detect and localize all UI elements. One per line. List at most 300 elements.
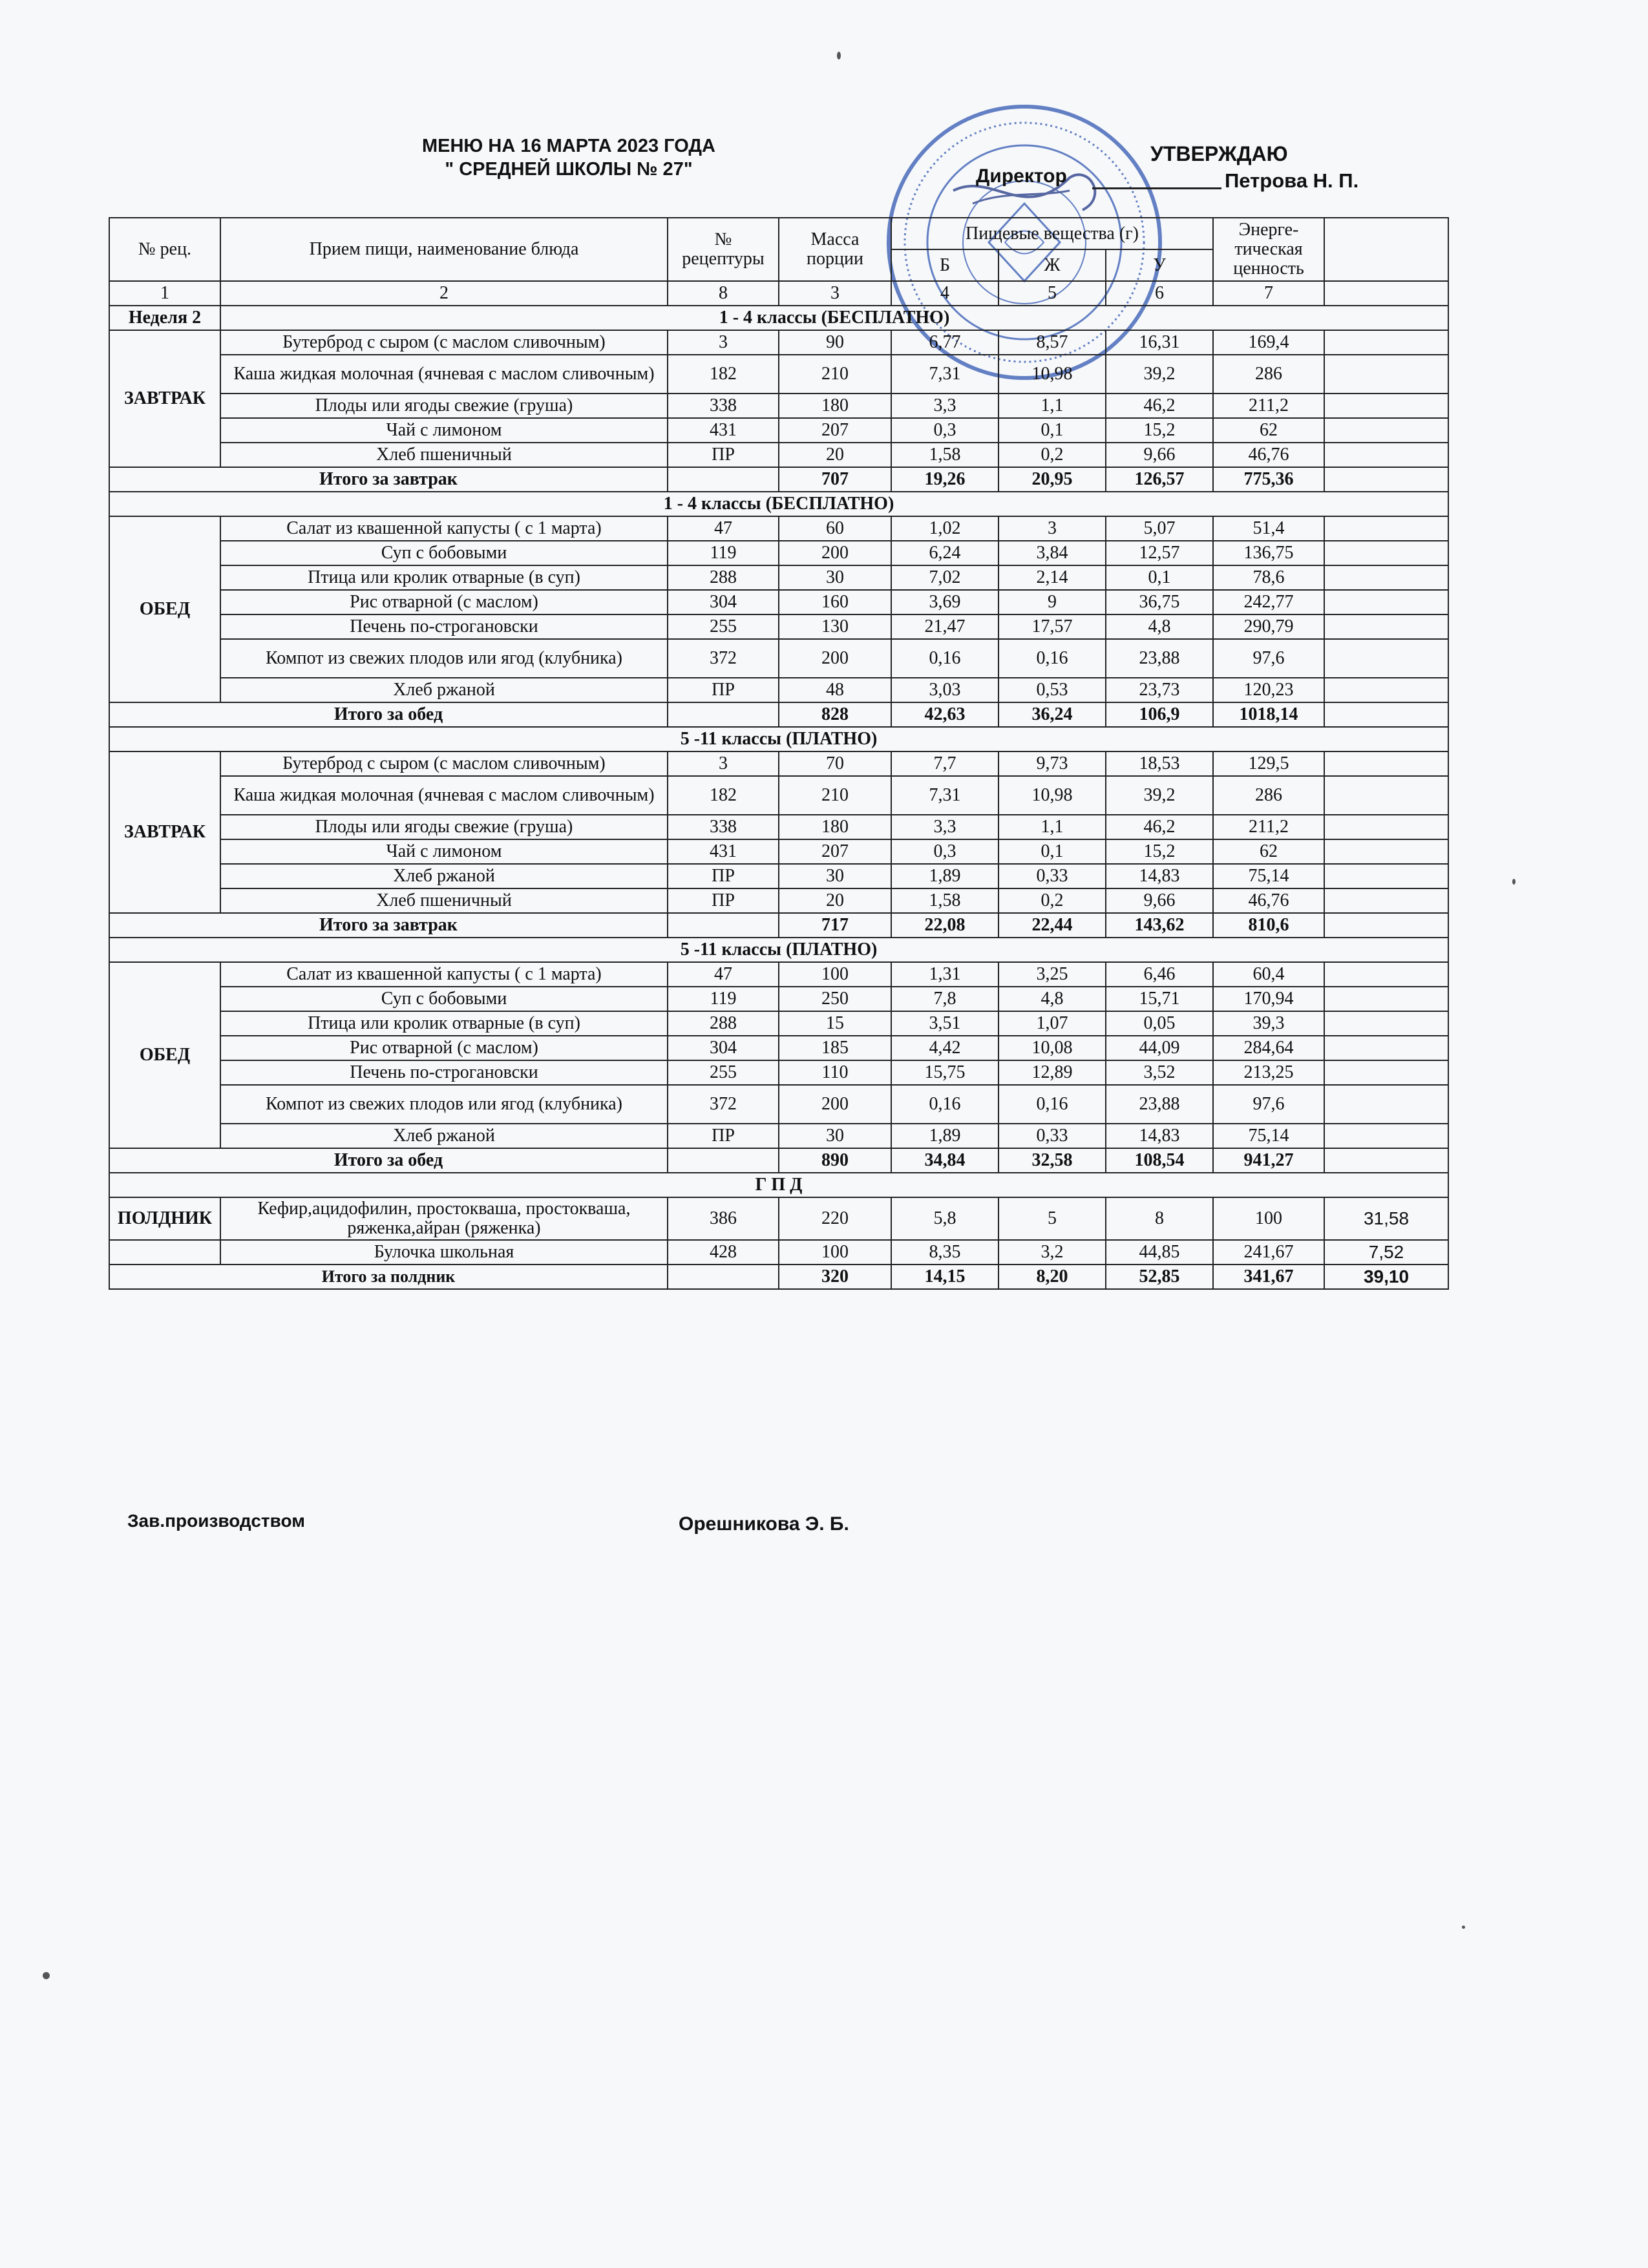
energy-value: 286 [1213,355,1324,394]
extra-cell [1324,1148,1448,1173]
col-num: 6 [1106,281,1213,306]
table-row [109,888,1448,913]
extra-cell [1324,864,1448,888]
energy-value: 97,6 [1213,1085,1324,1124]
extra-cell [1324,1036,1448,1060]
gpd-body [109,1173,1448,1289]
extra-cell [1324,678,1448,702]
total-empty [668,1265,779,1289]
extra-cell [1324,776,1448,815]
director-label: Директор [976,165,1067,187]
total-mass: 707 [779,467,891,492]
recipe-number: 3 [668,330,779,355]
total-fat: 20,95 [998,467,1106,492]
recipe-number: 304 [668,1036,779,1060]
fat-value: 0,2 [998,888,1106,913]
fat-value: 9,73 [998,751,1106,776]
col-num: 3 [779,281,891,306]
portion-mass: 30 [779,864,891,888]
table-row [109,590,1448,614]
dish-name: Суп с бобовыми [220,541,668,565]
protein-value: 7,31 [891,355,998,394]
dish-name: Рис отварной (с маслом) [220,590,668,614]
col-header-extra [1324,218,1448,281]
carb-value: 6,46 [1106,962,1213,987]
fat-value: 0,16 [998,1085,1106,1124]
portion-mass: 20 [779,888,891,913]
table-row [109,1085,1448,1124]
protein-value: 7,02 [891,565,998,590]
portion-mass: 100 [779,1240,891,1265]
energy-value: 169,4 [1213,330,1324,355]
protein-value: 1,89 [891,864,998,888]
recipe-number: 255 [668,614,779,639]
fat-value: 3,84 [998,541,1106,565]
table-row [109,678,1448,702]
protein-value: 7,31 [891,776,998,815]
table-row [109,815,1448,839]
recipe-number: ПР [668,678,779,702]
total-mass: 828 [779,702,891,727]
total-label: Итого за обед [109,702,668,727]
fat-value: 10,98 [998,355,1106,394]
meal-empty [109,1240,220,1265]
portion-mass: 30 [779,565,891,590]
carb-value: 15,71 [1106,987,1213,1011]
director-name: Петрова Н. П. [1225,169,1359,192]
scan-speck [837,52,841,59]
total-carb: 52,85 [1106,1265,1213,1289]
total-label: Итого за полдник [109,1265,668,1289]
col-header-nutrients: Пищевые вещества (г) [891,218,1213,249]
recipe-number: ПР [668,864,779,888]
week-label: Неделя 2 [109,306,220,330]
protein-value: 3,03 [891,678,998,702]
dish-name: Салат из квашенной капусты ( с 1 марта) [220,962,668,987]
total-empty [668,913,779,938]
table-row [109,1036,1448,1060]
portion-mass: 15 [779,1011,891,1036]
total-empty [668,467,779,492]
dish-name: Бутерброд с сыром (с маслом сливочным) [220,330,668,355]
recipe-number: 119 [668,987,779,1011]
fat-value: 4,8 [998,987,1106,1011]
portion-mass: 30 [779,1124,891,1148]
carb-value: 46,2 [1106,394,1213,418]
protein-value: 0,3 [891,839,998,864]
carb-value: 36,75 [1106,590,1213,614]
total-fat: 32,58 [998,1148,1106,1173]
protein-value: 6,77 [891,330,998,355]
sections-body [109,306,1448,1173]
signature-line [1092,187,1221,189]
energy-value: 62 [1213,418,1324,443]
portion-mass: 210 [779,776,891,815]
table-header-row [109,218,1448,249]
portion-mass: 160 [779,590,891,614]
portion-mass: 48 [779,678,891,702]
total-energy: 775,36 [1213,467,1324,492]
extra-cell [1324,1124,1448,1148]
protein-value: 3,51 [891,1011,998,1036]
portion-mass: 200 [779,639,891,678]
extra-cell [1324,565,1448,590]
protein-value: 1,31 [891,962,998,987]
recipe-number: 182 [668,355,779,394]
carb-value: 15,2 [1106,418,1213,443]
energy-value: 75,14 [1213,1124,1324,1148]
dish-name: Хлеб ржаной [220,678,668,702]
dish-name: Птица или кролик отварные (в суп) [220,1011,668,1036]
extra-cell [1324,394,1448,418]
table-row [109,541,1448,565]
col-num: 1 [109,281,220,306]
col-header-num: № рец. [109,218,220,281]
col-header-mass: Масса порции [779,218,891,281]
table-row [109,987,1448,1011]
table-row [109,1060,1448,1085]
fat-value: 2,14 [998,565,1106,590]
meal-label: ЗАВТРАК [109,330,220,467]
dish-name: Чай с лимоном [220,839,668,864]
protein-value: 1,58 [891,888,998,913]
fat-value: 3 [998,516,1106,541]
table-row [109,614,1448,639]
dish-name: Хлеб пшеничный [220,888,668,913]
extra-cell [1324,987,1448,1011]
recipe-number: ПР [668,1124,779,1148]
portion-mass: 70 [779,751,891,776]
total-mass: 890 [779,1148,891,1173]
energy-value: 286 [1213,776,1324,815]
energy-value: 213,25 [1213,1060,1324,1085]
energy-value: 242,77 [1213,590,1324,614]
extra-cell [1324,443,1448,467]
section-title-row [109,938,1448,962]
protein-value: 1,58 [891,443,998,467]
total-row [109,702,1448,727]
dish-name: Плоды или ягоды свежие (груша) [220,394,668,418]
extra-cell [1324,418,1448,443]
carb-value: 0,1 [1106,565,1213,590]
carb-value: 5,07 [1106,516,1213,541]
col-header-recipe: № рецептуры [668,218,779,281]
carb-value: 44,85 [1106,1240,1213,1265]
energy-value: 100 [1213,1197,1324,1240]
col-num: 5 [998,281,1106,306]
section-title-row [109,727,1448,751]
energy-value: 97,6 [1213,639,1324,678]
menu-table [109,217,1449,1290]
portion-mass: 110 [779,1060,891,1085]
recipe-number: ПР [668,888,779,913]
protein-value: 7,7 [891,751,998,776]
carb-value: 9,66 [1106,888,1213,913]
fat-value: 0,33 [998,1124,1106,1148]
dish-name: Бутерброд с сыром (с маслом сливочным) [220,751,668,776]
carb-value: 23,88 [1106,1085,1213,1124]
recipe-number: 3 [668,751,779,776]
fat-value: 0,53 [998,678,1106,702]
scan-speck [1512,879,1516,885]
total-protein: 34,84 [891,1148,998,1173]
total-protein: 19,26 [891,467,998,492]
total-protein: 14,15 [891,1265,998,1289]
dish-name: Рис отварной (с маслом) [220,1036,668,1060]
protein-value: 3,69 [891,590,998,614]
portion-mass: 207 [779,418,891,443]
fat-value: 0,1 [998,418,1106,443]
total-label: Итого за завтрак [109,467,668,492]
dish-name: Чай с лимоном [220,418,668,443]
fat-value: 1,1 [998,394,1106,418]
carb-value: 44,09 [1106,1036,1213,1060]
total-protein: 22,08 [891,913,998,938]
recipe-number: 386 [668,1197,779,1240]
carb-value: 46,2 [1106,815,1213,839]
table-row [109,330,1448,355]
dish-name: Плоды или ягоды свежие (груша) [220,815,668,839]
table-row [109,864,1448,888]
recipe-number: 372 [668,1085,779,1124]
dish-name: Булочка школьная [220,1240,668,1265]
total-carb: 108,54 [1106,1148,1213,1173]
carb-value: 4,8 [1106,614,1213,639]
recipe-number: 47 [668,962,779,987]
total-energy: 810,6 [1213,913,1324,938]
protein-value: 0,3 [891,418,998,443]
carb-value: 8 [1106,1197,1213,1240]
fat-value: 9 [998,590,1106,614]
total-label: Итого за завтрак [109,913,668,938]
total-fat: 36,24 [998,702,1106,727]
recipe-number: 288 [668,1011,779,1036]
energy-value: 46,76 [1213,888,1324,913]
fat-value: 17,57 [998,614,1106,639]
col-num: 2 [220,281,668,306]
footer-name: Орешникова Э. Б. [679,1513,849,1535]
carb-value: 12,57 [1106,541,1213,565]
total-mass: 320 [779,1265,891,1289]
protein-value: 21,47 [891,614,998,639]
total-label: Итого за обед [109,1148,668,1173]
fat-value: 8,57 [998,330,1106,355]
meal-label: ОБЕД [109,516,220,702]
extra-cell [1324,516,1448,541]
table-row [109,1240,1448,1265]
recipe-number: 431 [668,418,779,443]
dish-name: Суп с бобовыми [220,987,668,1011]
energy-value: 60,4 [1213,962,1324,987]
total-row [109,467,1448,492]
recipe-number: 338 [668,815,779,839]
fat-value: 12,89 [998,1060,1106,1085]
meal-label: ОБЕД [109,962,220,1148]
col-num: 7 [1213,281,1324,306]
section-title: 1 - 4 классы (БЕСПЛАТНО) [109,492,1448,516]
section-title: 1 - 4 классы (БЕСПЛАТНО) [220,306,1448,330]
dish-name: Хлеб ржаной [220,1124,668,1148]
col-num: 4 [891,281,998,306]
fat-value: 1,07 [998,1011,1106,1036]
section-title: Г П Д [109,1173,1448,1197]
carb-value: 9,66 [1106,443,1213,467]
energy-value: 75,14 [1213,864,1324,888]
fat-value: 0,1 [998,839,1106,864]
total-carb: 126,57 [1106,467,1213,492]
meal-label: ЗАВТРАК [109,751,220,913]
table-row [109,1011,1448,1036]
protein-value: 6,24 [891,541,998,565]
carb-value: 39,2 [1106,355,1213,394]
total-energy: 1018,14 [1213,702,1324,727]
recipe-number: 47 [668,516,779,541]
dish-name: Печень по-строгановски [220,614,668,639]
total-fat: 22,44 [998,913,1106,938]
table-row [109,962,1448,987]
dish-name: Хлеб ржаной [220,864,668,888]
table-row [109,776,1448,815]
protein-value: 4,42 [891,1036,998,1060]
energy-value: 170,94 [1213,987,1324,1011]
section-title-row [109,492,1448,516]
carb-value: 3,52 [1106,1060,1213,1085]
carb-value: 23,88 [1106,639,1213,678]
price-value: 31,58 [1324,1197,1448,1240]
protein-value: 0,16 [891,639,998,678]
menu-title-line1: МЕНЮ НА 16 МАРТА 2023 ГОДА [421,136,716,156]
dish-name: Салат из квашенной капусты ( с 1 марта) [220,516,668,541]
extra-cell [1324,639,1448,678]
extra-cell [1324,355,1448,394]
portion-mass: 185 [779,1036,891,1060]
total-energy: 341,67 [1213,1265,1324,1289]
energy-value: 46,76 [1213,443,1324,467]
portion-mass: 220 [779,1197,891,1240]
col-header-b: Б [891,249,998,281]
section-title-row [109,306,1448,330]
dish-name: Птица или кролик отварные (в суп) [220,565,668,590]
protein-value: 3,3 [891,394,998,418]
dish-name: Кефир,ацидофилин, простокваша, простокваша, ряженка,айран (ряженка) [220,1197,668,1240]
portion-mass: 130 [779,614,891,639]
recipe-number: 288 [668,565,779,590]
portion-mass: 180 [779,815,891,839]
menu-title-line2: " СРЕДНЕЙ ШКОЛЫ № 27" [445,159,693,180]
extra-cell [1324,839,1448,864]
extra-cell [1324,913,1448,938]
energy-value: 62 [1213,839,1324,864]
table-row [109,639,1448,678]
total-energy: 941,27 [1213,1148,1324,1173]
carb-value: 0,05 [1106,1011,1213,1036]
energy-value: 129,5 [1213,751,1324,776]
energy-value: 284,64 [1213,1036,1324,1060]
fat-value: 0,2 [998,443,1106,467]
table-row [109,1124,1448,1148]
protein-value: 15,75 [891,1060,998,1085]
total-fat: 8,20 [998,1265,1106,1289]
approval-label: УТВЕРЖДАЮ [1150,142,1288,165]
scan-speck [1462,1926,1465,1929]
extra-cell [1324,751,1448,776]
table-row [109,355,1448,394]
table-row [109,751,1448,776]
table-row [109,839,1448,864]
section-title: 5 -11 классы (ПЛАТНО) [109,727,1448,751]
table-row [109,418,1448,443]
extra-cell [1324,815,1448,839]
col-header-zh: Ж [998,249,1106,281]
energy-value: 241,67 [1213,1240,1324,1265]
section-title-row [109,1173,1448,1197]
protein-value: 1,89 [891,1124,998,1148]
carb-value: 39,2 [1106,776,1213,815]
total-empty [668,702,779,727]
col-header-dish: Прием пищи, наименование блюда [220,218,668,281]
table-row [109,1197,1448,1240]
extra-cell [1324,614,1448,639]
fat-value: 0,16 [998,639,1106,678]
recipe-number: 255 [668,1060,779,1085]
table-row [109,394,1448,418]
energy-value: 136,75 [1213,541,1324,565]
carb-value: 14,83 [1106,864,1213,888]
extra-cell [1324,1085,1448,1124]
column-number-row [109,281,1448,306]
dish-name: Хлеб пшеничный [220,443,668,467]
table-row [109,565,1448,590]
col-num-extra [1324,281,1448,306]
fat-value: 1,1 [998,815,1106,839]
dish-name: Печень по-строгановски [220,1060,668,1085]
portion-mass: 180 [779,394,891,418]
extra-cell [1324,702,1448,727]
carb-value: 18,53 [1106,751,1213,776]
energy-value: 51,4 [1213,516,1324,541]
energy-value: 120,23 [1213,678,1324,702]
extra-cell [1324,590,1448,614]
col-header-energy: Энерге-тическая ценность [1213,218,1324,281]
recipe-number: 304 [668,590,779,614]
recipe-number: ПР [668,443,779,467]
portion-mass: 90 [779,330,891,355]
protein-value: 0,16 [891,1085,998,1124]
section-title: 5 -11 классы (ПЛАТНО) [109,938,1448,962]
footer-position: Зав.производством [127,1511,305,1531]
energy-value: 78,6 [1213,565,1324,590]
table-row [109,516,1448,541]
portion-mass: 60 [779,516,891,541]
protein-value: 8,35 [891,1240,998,1265]
total-row [109,1265,1448,1289]
extra-cell [1324,1011,1448,1036]
carb-value: 14,83 [1106,1124,1213,1148]
extra-cell [1324,467,1448,492]
protein-value: 3,3 [891,815,998,839]
fat-value: 0,33 [998,864,1106,888]
total-row [109,1148,1448,1173]
portion-mass: 207 [779,839,891,864]
fat-value: 3,25 [998,962,1106,987]
scan-speck [43,1972,50,1979]
protein-value: 5,8 [891,1197,998,1240]
carb-value: 15,2 [1106,839,1213,864]
carb-value: 23,73 [1106,678,1213,702]
fat-value: 10,08 [998,1036,1106,1060]
energy-value: 211,2 [1213,815,1324,839]
col-header-u: У [1106,249,1213,281]
